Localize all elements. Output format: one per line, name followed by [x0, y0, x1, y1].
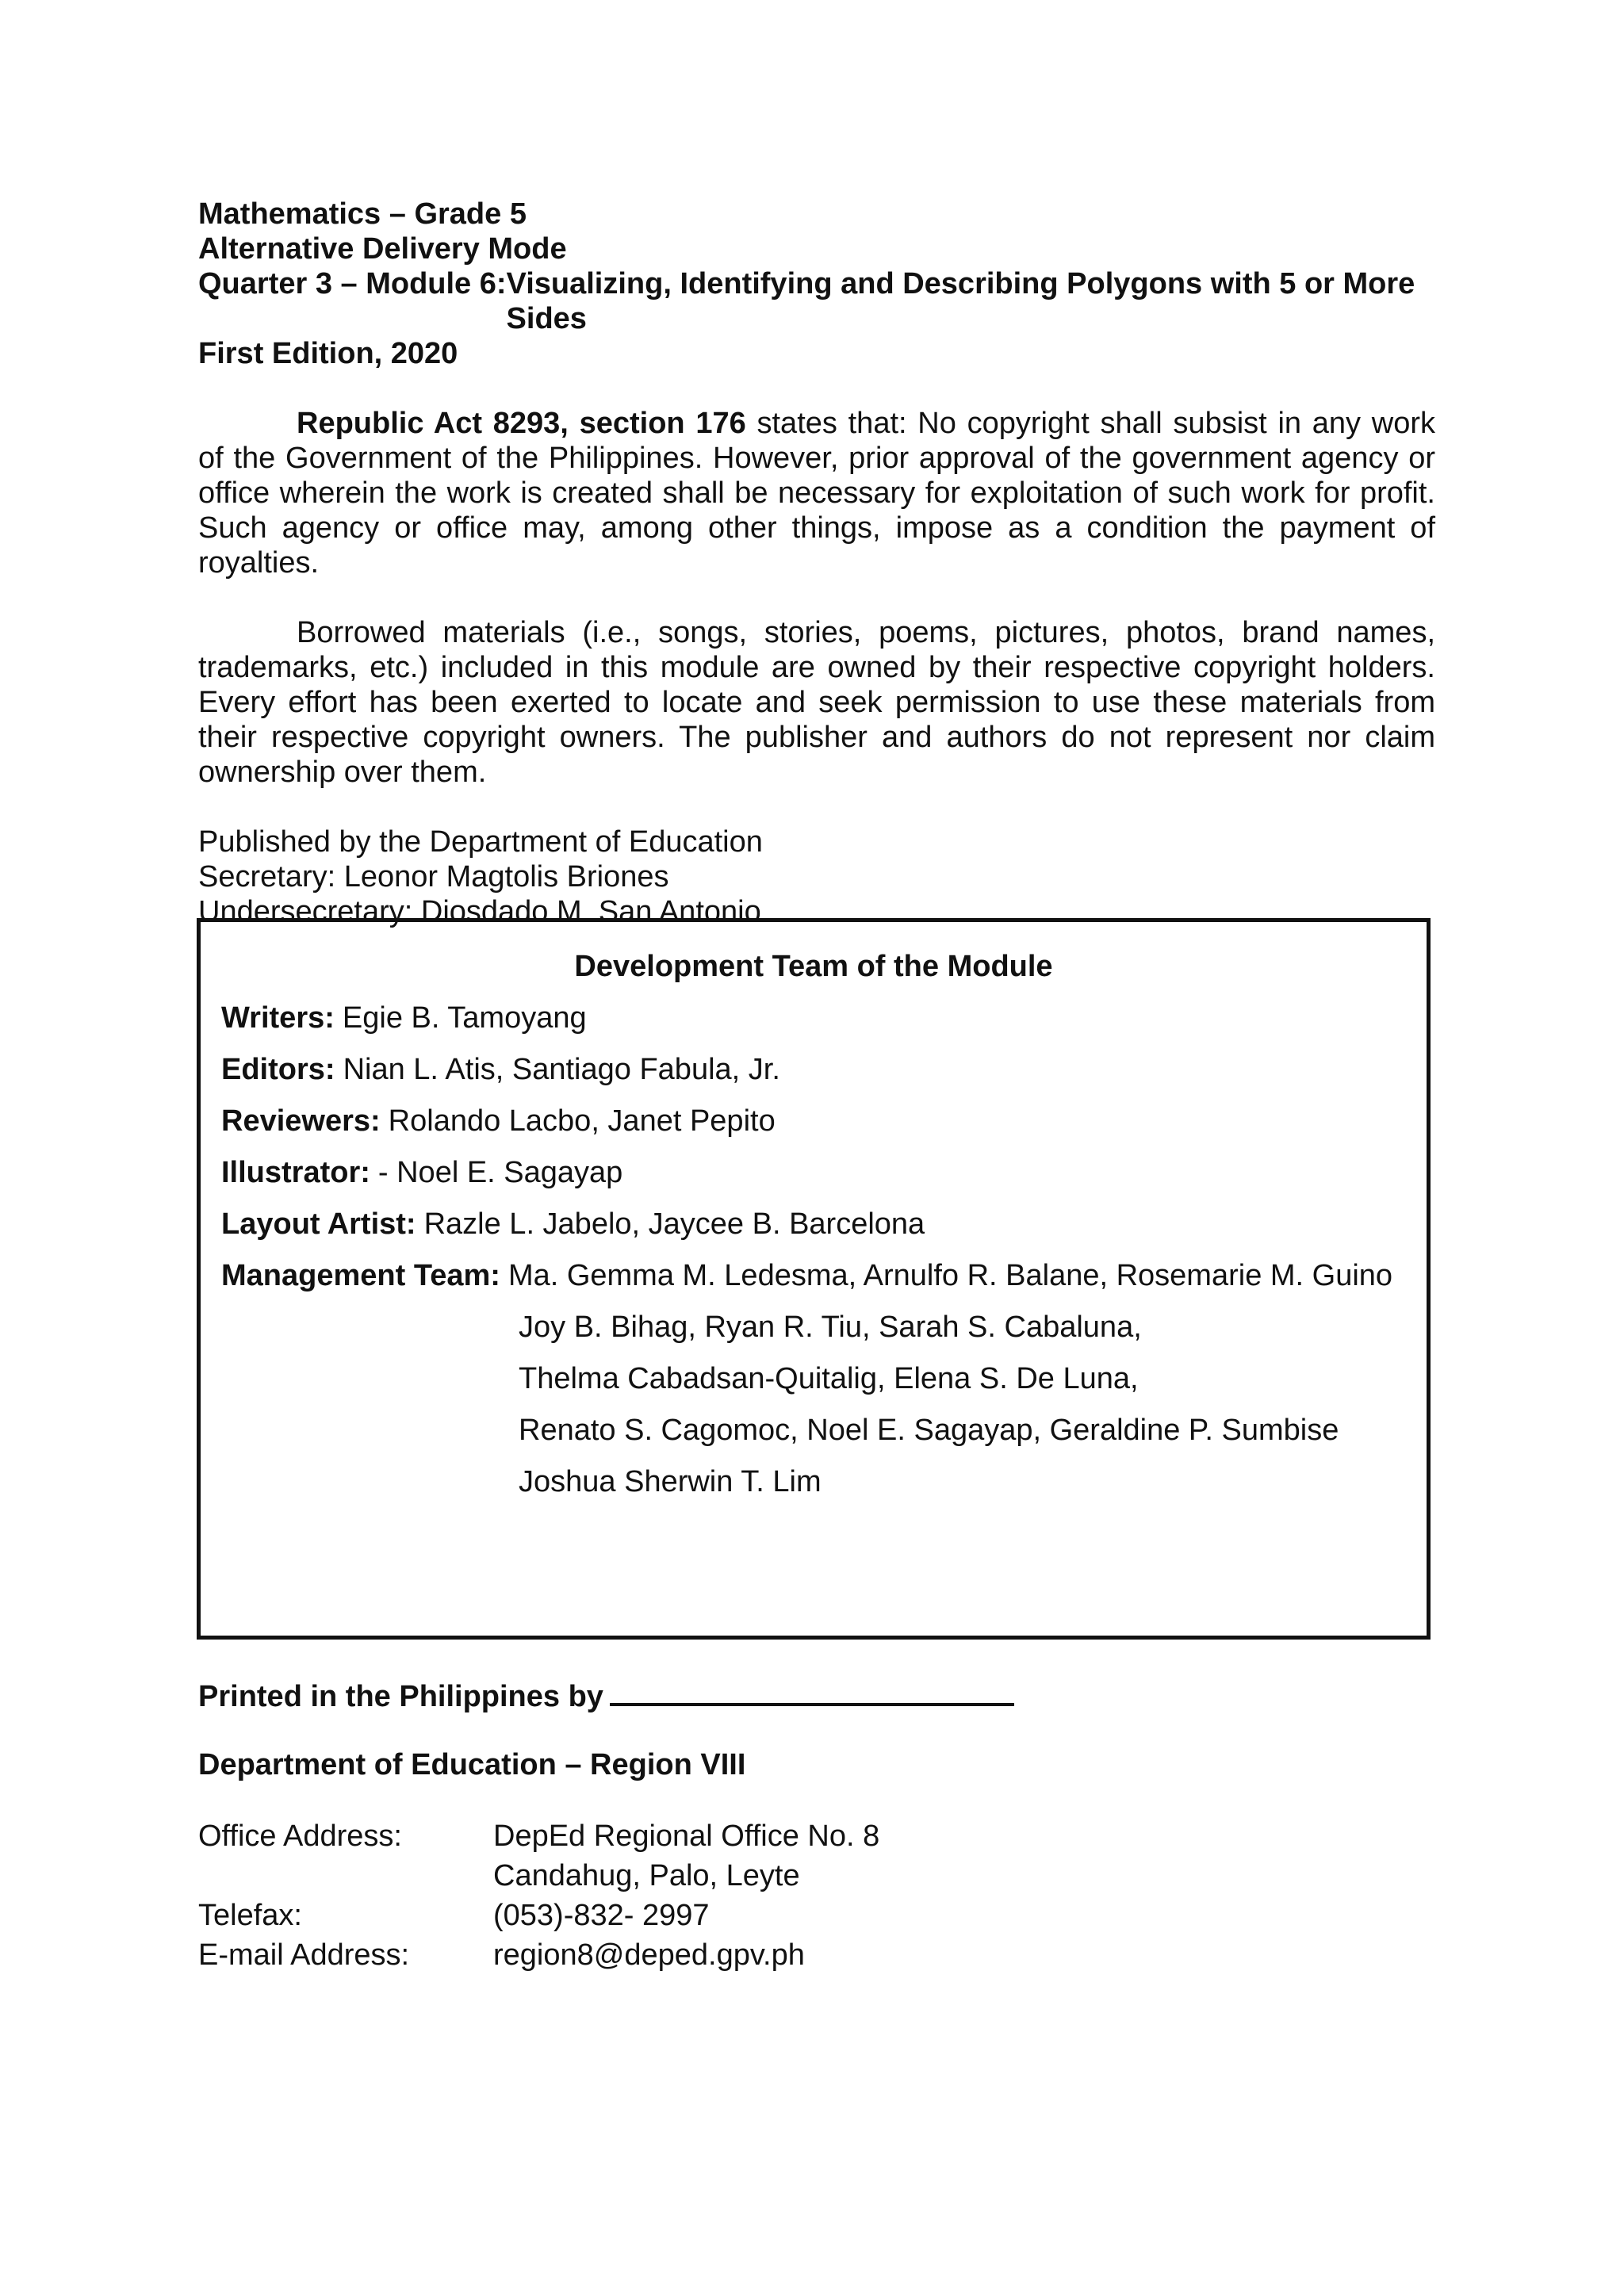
editors-value: Nian L. Atis, Santiago Fabula, Jr. — [343, 1053, 780, 1086]
telefax-row — [198, 1898, 879, 1938]
illustrator-value: - Noel E. Sagayap — [377, 1156, 623, 1189]
edition: First Edition, 2020 — [198, 337, 458, 370]
management-line: Ma. Gemma M. Ledesma, Arnulfo R. Balane, Rosemarie M. Guino — [508, 1259, 1393, 1292]
illustrator-row — [221, 1155, 1406, 1190]
writers-label: Writers: — [221, 1001, 335, 1035]
office-address-line2: Candahug, Palo, Leyte — [493, 1859, 800, 1892]
copyright-page — [198, 197, 1435, 929]
act-reference: Republic Act 8293, section 176 — [297, 407, 746, 440]
reviewers-row — [221, 1104, 1406, 1138]
email-value: region8@deped.gpv.ph — [493, 1938, 805, 1972]
reviewers-label: Reviewers: — [221, 1104, 381, 1138]
secretary: Secretary: Leonor Magtolis Briones — [198, 860, 669, 894]
delivery-mode: Alternative Delivery Mode — [198, 232, 567, 266]
printed-by — [198, 1679, 1014, 1714]
editors-row — [221, 1052, 1406, 1087]
office-address-row2 — [198, 1858, 879, 1898]
office-address-line1: DepEd Regional Office No. 8 — [493, 1820, 880, 1853]
illustrator-label: Illustrator: — [221, 1156, 370, 1189]
development-team-box — [197, 918, 1431, 1640]
publisher-info — [198, 825, 1435, 929]
management-line: Joy B. Bihag, Ryan R. Tiu, Sarah S. Cabaluna, — [519, 1311, 1142, 1344]
printer-blank-line — [610, 1679, 1014, 1706]
office-address-label: Office Address: — [198, 1820, 402, 1853]
telefax-label: Telefax: — [198, 1899, 302, 1932]
management-team-row — [221, 1258, 1406, 1293]
management-line: Thelma Cabadsan-Quitalig, Elena S. De Luna, — [519, 1362, 1139, 1395]
borrowed-materials-notice: Borrowed materials (i.e., songs, stories, poems, pictures, photos, brand names, trademarks, etc.) included in this module are owned by their respective copyright holders. Every effort has been exerted to locate and seek permission to use these materials from their respective copyright owners. The publisher and authors do not represent nor claim ownership over them. — [198, 616, 1435, 789]
management-team-label: Management Team: — [221, 1259, 500, 1292]
telefax-value: (053)-832- 2997 — [493, 1899, 710, 1932]
layout-artist-label: Layout Artist: — [221, 1207, 416, 1241]
subject-title: Mathematics – Grade 5 — [198, 197, 527, 231]
printed-by-label: Printed in the Philippines by — [198, 1680, 603, 1713]
module-header — [198, 197, 1435, 371]
email-row — [198, 1938, 879, 1977]
writers-value: Egie B. Tamoyang — [342, 1001, 587, 1035]
quarter-title: Visualizing, Identifying and Describing Polygons with 5 or More Sides — [506, 267, 1415, 335]
editors-label: Editors: — [221, 1053, 335, 1086]
undersecretary: Undersecretary: Diosdado M. San Antonio — [198, 895, 761, 928]
management-line: Renato S. Cagomoc, Noel E. Sagayap, Geraldine P. Sumbise — [519, 1414, 1339, 1447]
office-address-row — [198, 1819, 879, 1858]
management-line: Joshua Sherwin T. Lim — [519, 1465, 822, 1498]
published-by: Published by the Department of Education — [198, 825, 763, 859]
region-office: Department of Education – Region VIII — [198, 1748, 746, 1781]
quarter-label: Quarter 3 – Module 6: — [198, 267, 507, 300]
email-label: E-mail Address: — [198, 1938, 410, 1972]
development-team-title: Development Team of the Module — [574, 950, 1053, 983]
module-title — [198, 266, 1435, 336]
contact-details — [198, 1819, 879, 1977]
act-text: states that: No copyright shall subsist in any work of the Government of the Philippines. However, prior approval of the government agency or office wherein the work is created shall be necessary for exploitation of such work for profit. Such agency or office may, among other things, impose as a condition the payment of royalties. — [198, 407, 1435, 580]
copyright-notice — [198, 406, 1435, 580]
reviewers-value: Rolando Lacbo, Janet Pepito — [388, 1104, 776, 1138]
layout-artist-value: Razle L. Jabelo, Jaycee B. Barcelona — [423, 1207, 925, 1241]
layout-artist-row — [221, 1207, 1406, 1242]
writers-row — [221, 1001, 1406, 1035]
